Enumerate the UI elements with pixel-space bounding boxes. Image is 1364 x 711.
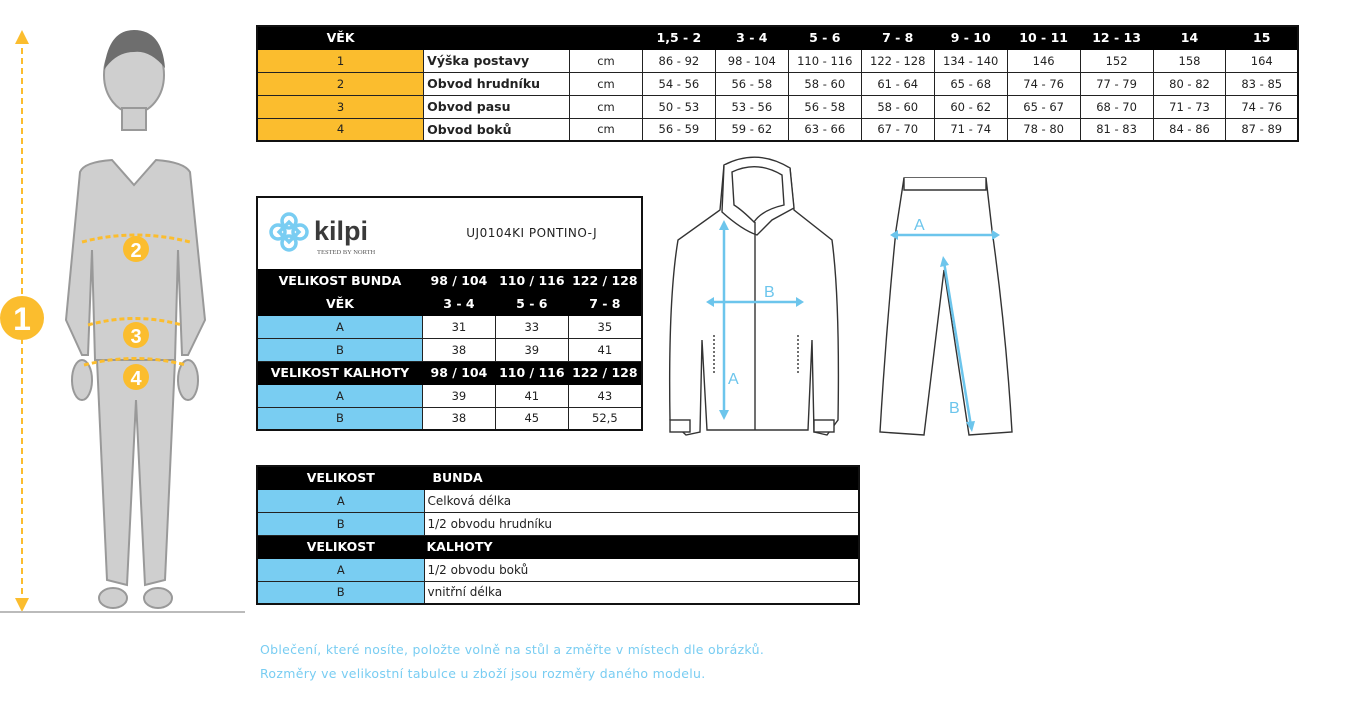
body-marker-3: 3	[130, 326, 142, 348]
row-label: Obvod boků	[424, 118, 570, 141]
pants-label-b: B	[949, 400, 960, 417]
jacket-size: 98 / 104	[422, 269, 495, 292]
size-col: 10 - 11	[1007, 26, 1080, 49]
row-number: 4	[257, 118, 424, 141]
table-row	[257, 338, 642, 361]
row-label: Výška postavy	[424, 49, 570, 72]
table-row	[257, 558, 859, 581]
cell: 54 - 56	[642, 72, 715, 95]
cell: 52,5	[568, 407, 642, 430]
pants-size-label: VELIKOST KALHOTY	[257, 361, 422, 384]
jacket-size-label: VELIKOST BUNDA	[257, 269, 422, 292]
row-label: B	[257, 407, 422, 430]
age-row	[257, 292, 642, 315]
cell: 60 - 62	[934, 95, 1007, 118]
size-col: 7 - 8	[861, 26, 934, 49]
cell: 71 - 73	[1153, 95, 1226, 118]
cell: 63 - 66	[788, 118, 861, 141]
body-marker-4: 4	[130, 368, 142, 390]
cell: 74 - 76	[1007, 72, 1080, 95]
pants-size: 98 / 104	[422, 361, 495, 384]
table-row	[257, 72, 1298, 95]
cell: 86 - 92	[642, 49, 715, 72]
size-col: 15	[1226, 26, 1298, 49]
age-value: 7 - 8	[568, 292, 642, 315]
cell: 65 - 68	[934, 72, 1007, 95]
size-col: 9 - 10	[934, 26, 1007, 49]
cell: 77 - 79	[1080, 72, 1153, 95]
jacket-figure	[662, 150, 847, 446]
footer-note-1: Oblečení, které nosíte, položte volně na stůl a změřte v místech dle obrázků.	[260, 642, 765, 657]
cell: 87 - 89	[1226, 118, 1298, 141]
model-name: UJ0104KI PONTINO-J	[466, 226, 598, 241]
brand-logo	[257, 197, 422, 269]
cell: 83 - 85	[1226, 72, 1298, 95]
kilpi-knot-icon	[264, 202, 414, 262]
cell: 41	[495, 384, 568, 407]
pants-size-row	[257, 361, 642, 384]
cell: 164	[1226, 49, 1298, 72]
pants-label-a: A	[914, 217, 925, 234]
cell: 50 - 53	[642, 95, 715, 118]
row-label: A	[257, 315, 422, 338]
table-row	[257, 512, 859, 535]
row-label: A	[257, 384, 422, 407]
age-value: 5 - 6	[495, 292, 568, 315]
row-unit: cm	[570, 72, 643, 95]
cell: 65 - 67	[1007, 95, 1080, 118]
cell: 122 - 128	[861, 49, 934, 72]
cell: 67 - 70	[861, 118, 934, 141]
row-label: B	[257, 512, 424, 535]
legend-header-row	[257, 535, 859, 558]
table-row	[257, 581, 859, 604]
jacket-label-b: B	[764, 284, 775, 301]
pants-size: 110 / 116	[495, 361, 568, 384]
jacket-size: 122 / 128	[568, 269, 642, 292]
cell: 74 - 76	[1226, 95, 1298, 118]
pants-size: 122 / 128	[568, 361, 642, 384]
table-row	[257, 489, 859, 512]
footer-note-2: Rozměry ve velikostní tabulce u zboží jsou rozměry daného modelu.	[260, 666, 706, 681]
row-label: A	[257, 489, 424, 512]
age-value: 3 - 4	[422, 292, 495, 315]
cell: 146	[1007, 49, 1080, 72]
cell: 78 - 80	[1007, 118, 1080, 141]
cell: 58 - 60	[861, 95, 934, 118]
legend-title-jacket: BUNDA	[424, 466, 859, 489]
size-col: 5 - 6	[788, 26, 861, 49]
row-number: 1	[257, 49, 424, 72]
cell: 98 - 104	[715, 49, 788, 72]
row-label: B	[257, 338, 422, 361]
row-number: 2	[257, 72, 424, 95]
age-label: VĚK	[257, 292, 422, 315]
row-description: 1/2 obvodu boků	[424, 558, 859, 581]
table-row	[257, 384, 642, 407]
cell: 152	[1080, 49, 1153, 72]
cell: 84 - 86	[1153, 118, 1226, 141]
jacket-size: 110 / 116	[495, 269, 568, 292]
cell: 59 - 62	[715, 118, 788, 141]
cell: 33	[495, 315, 568, 338]
cell: 38	[422, 338, 495, 361]
cell: 56 - 58	[715, 72, 788, 95]
cell: 39	[495, 338, 568, 361]
row-number: 3	[257, 95, 424, 118]
row-description: vnitřní délka	[424, 581, 859, 604]
cell: 38	[422, 407, 495, 430]
body-marker-2: 2	[130, 240, 142, 262]
table-row	[257, 95, 1298, 118]
child-body-figure	[0, 20, 245, 620]
table-row	[257, 315, 642, 338]
cell: 134 - 140	[934, 49, 1007, 72]
size-col: 14	[1153, 26, 1226, 49]
size-col: 1,5 - 2	[642, 26, 715, 49]
legend-header-row	[257, 466, 859, 489]
size-col: 12 - 13	[1080, 26, 1153, 49]
row-label: A	[257, 558, 424, 581]
row-description: 1/2 obvodu hrudníku	[424, 512, 859, 535]
row-unit: cm	[570, 118, 643, 141]
body-size-header-row	[257, 26, 1298, 49]
brand-row	[257, 197, 642, 269]
cell: 53 - 56	[715, 95, 788, 118]
cell: 61 - 64	[861, 72, 934, 95]
jacket-size-row	[257, 269, 642, 292]
cell: 80 - 82	[1153, 72, 1226, 95]
jacket-label-a: A	[728, 371, 739, 388]
cell: 81 - 83	[1080, 118, 1153, 141]
cell: 110 - 116	[788, 49, 861, 72]
size-col: 3 - 4	[715, 26, 788, 49]
table-row	[257, 49, 1298, 72]
row-unit: cm	[570, 49, 643, 72]
cell: 41	[568, 338, 642, 361]
row-label: Obvod pasu	[424, 95, 570, 118]
cell: 35	[568, 315, 642, 338]
cell: 56 - 58	[788, 95, 861, 118]
brand-name: kilpi	[314, 215, 369, 246]
cell: 68 - 70	[1080, 95, 1153, 118]
brand-tagline: TESTED BY NORTH	[317, 248, 376, 256]
cell: 56 - 59	[642, 118, 715, 141]
legend-title-pants: KALHOTY	[424, 535, 859, 558]
pants-figure	[874, 170, 1019, 440]
cell: 71 - 74	[934, 118, 1007, 141]
cell: 45	[495, 407, 568, 430]
measurement-legend-table	[256, 465, 860, 605]
legend-size-label: VELIKOST	[257, 466, 424, 489]
cell: 31	[422, 315, 495, 338]
row-label: B	[257, 581, 424, 604]
cell: 39	[422, 384, 495, 407]
product-size-table	[256, 196, 643, 431]
row-label: Obvod hrudníku	[424, 72, 570, 95]
row-description: Celková délka	[424, 489, 859, 512]
row-unit: cm	[570, 95, 643, 118]
cell: 58 - 60	[788, 72, 861, 95]
cell: 158	[1153, 49, 1226, 72]
cell: 43	[568, 384, 642, 407]
age-header-label: VĚK	[257, 26, 424, 49]
table-row	[257, 118, 1298, 141]
body-marker-1: 1	[13, 301, 31, 337]
body-size-table	[256, 25, 1299, 142]
table-row	[257, 407, 642, 430]
legend-size-label: VELIKOST	[257, 535, 424, 558]
